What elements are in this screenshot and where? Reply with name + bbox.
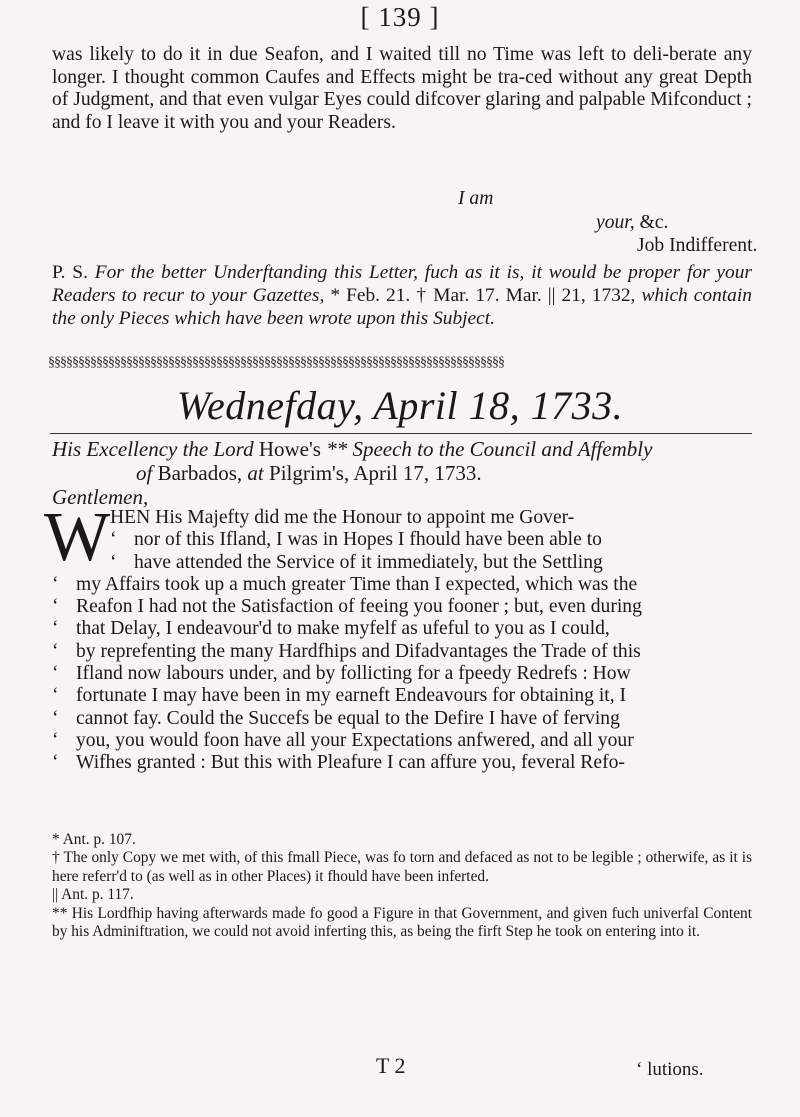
speech-line: ‘ have attended the Service of it immediately, but the Settling xyxy=(110,551,603,573)
letter-signature: Job Indifferent. xyxy=(637,235,758,256)
speech-line: ‘ that Delay, I endeavour'd to make myfelf as ufeful to you as I could, xyxy=(52,618,610,640)
postscript-ref-1: * Feb. 21. xyxy=(330,284,411,306)
closing-i-am: I am xyxy=(458,188,494,209)
catchword: ‘ lutions. xyxy=(636,1059,704,1080)
closing-etc: &c. xyxy=(639,212,669,233)
speech-line: ‘ by reprefenting the many Hardfhips and Difadvantages the Trade of this xyxy=(52,640,641,662)
issue-dateline: Wednefday, April 18, 1733. xyxy=(176,383,624,428)
speech-line: ‘ you, you would foon have all your Expectations anfwered, and all your xyxy=(52,729,634,751)
heading-part-4: at xyxy=(247,461,264,485)
speech-line: ‘ nor of this Ifland, I was in Hopes I fhould have been able to xyxy=(110,529,602,551)
signature-mark: T 2 xyxy=(376,1053,406,1078)
footnote: || Ant. p. 117. xyxy=(52,886,134,904)
speech-line: ‘ my Affairs took up a much greater Time than I expected, which was the xyxy=(52,573,638,595)
footnote: ** His Lordfhip having afterwards made fo good a Figure in that Government, and given fuch univerfal Content by his Adminiftration, we could not avoid inferting this, as being the firft Step he took on entering into it. xyxy=(52,904,752,941)
postscript xyxy=(52,262,752,330)
ornamental-border: §§§§§§§§§§§§§§§§§§§§§§§§§§§§§§§§§§§§§§§§§§§§§§§§§§§§§§§§§§§§§§§§§§§§§§§§§§§§ xyxy=(48,355,504,370)
speech-text xyxy=(52,507,752,775)
heading-part-3: of xyxy=(136,461,153,485)
heading-name: Howe's xyxy=(258,437,321,461)
speech-line: ‘ Ifland now labours under, and by follicting for a fpeedy Redrefs : How xyxy=(52,663,631,685)
speech-line: ‘ Wifhes granted : But this with Pleafure I can affure you, feveral Refo- xyxy=(52,752,625,774)
footnote: † The only Copy we met with, of this fmall Piece, was fo torn and defaced as not to be legible ; otherwife, as it is here referr'd to (as well as in other Places) it fhould have been inferted. xyxy=(52,849,752,885)
divider-rule xyxy=(50,433,752,434)
speech-line: HEN His Majefty did me the Honour to appoint me Gover- xyxy=(110,507,575,528)
speech-line: ‘ fortunate I may have been in my earneft Endeavours for obtaining it, I xyxy=(52,685,627,707)
drop-cap: W xyxy=(44,499,111,576)
postscript-text-1: For the better Underftanding this Letter, fuch as it is, it would be proper for your Readers to recur to your Gazettes, xyxy=(52,262,752,306)
heading-part-2: ** Speech to the Council and Affembly xyxy=(326,437,653,461)
postscript-text-2: which contain the only Pieces which have been wrote upon this Subject. xyxy=(52,284,752,329)
heading-date: Pilgrim's, April 17, 1733. xyxy=(269,461,482,485)
page-number: [ 139 ] xyxy=(360,2,440,32)
heading-place: Barbados, xyxy=(157,461,243,485)
postscript-ref-2: † Mar. 17. Mar. || 21, 1732, xyxy=(416,284,636,306)
footnotes xyxy=(52,831,752,941)
salutation: Gentlemen, xyxy=(52,485,149,509)
heading-part-1: His Excellency the Lord xyxy=(52,437,254,461)
letter-closing-paragraph xyxy=(52,44,752,134)
closing-your xyxy=(596,212,800,234)
postscript-label: P. S. xyxy=(52,262,88,283)
speech-heading xyxy=(52,437,752,509)
speech-line: ‘ Reafon I had not the Satisfaction of feeing you fooner ; but, even during xyxy=(52,596,642,618)
footnote: * Ant. p. 107. xyxy=(52,831,136,848)
paragraph-text: was likely to do it in due Seafon, and I waited till no Time was left to deli-berate any longer. I thought common Caufes and Effects might be tra-ced without any great Depth of Judgment, and that even vulgar Eyes could difcover glaring and palpable Mifconduct ; and fo I leave it with you and your Readers. xyxy=(52,44,752,133)
speech-line: ‘ cannot fay. Could the Succefs be equal to the Defire I have of ferving xyxy=(52,707,620,729)
closing-your-word: your, xyxy=(596,212,635,233)
